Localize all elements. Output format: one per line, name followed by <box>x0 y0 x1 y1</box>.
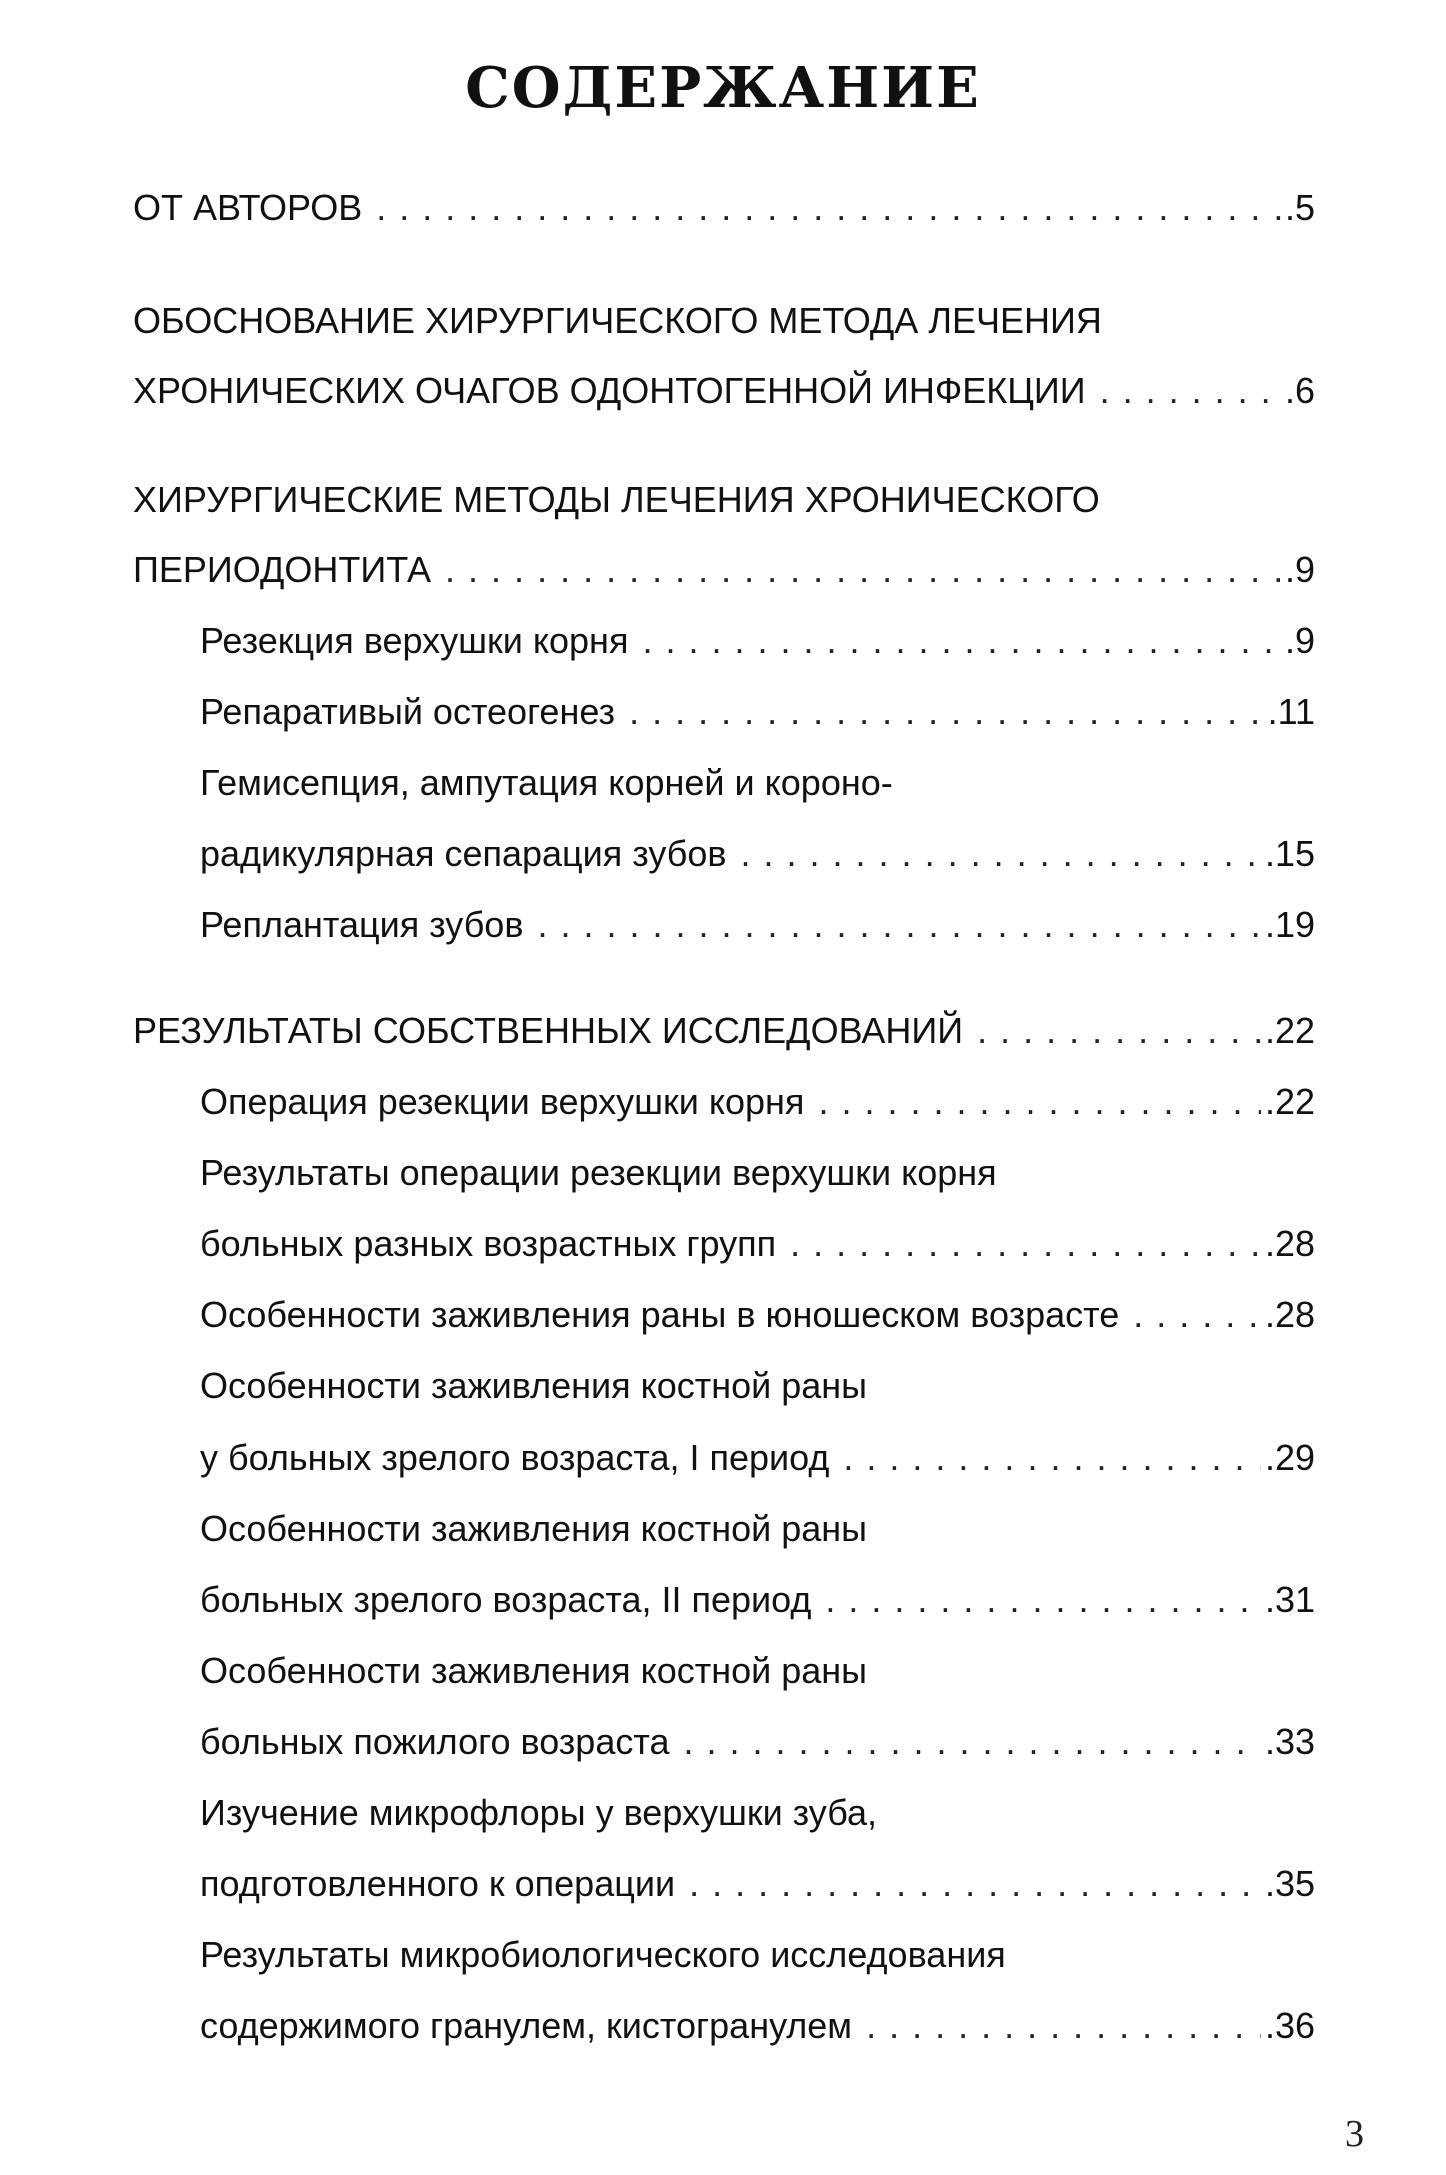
toc-entry[interactable] <box>133 180 1315 230</box>
toc-entry-title: РЕЗУЛЬТАТЫ СОБСТВЕННЫХ ИССЛЕДОВАНИЙ <box>133 1010 964 1051</box>
toc-page-number: .35 <box>1264 1863 1315 1904</box>
toc-subentry[interactable] <box>200 897 1315 947</box>
toc-subentry <box>200 1501 1315 1551</box>
toc-entry-title: Особенности заживления костной раны <box>200 1508 868 1549</box>
dot-leader <box>825 1578 1261 1622</box>
toc-entry[interactable] <box>133 363 1315 413</box>
toc-subentry[interactable] <box>200 1430 1315 1480</box>
toc-entry-title: ОТ АВТОРОВ <box>133 187 363 228</box>
toc-entry-title: Результаты операции резекции верхушки корня <box>200 1152 997 1193</box>
toc-subentry[interactable] <box>200 1714 1315 1764</box>
dot-leader <box>689 1862 1261 1906</box>
dot-leader <box>1133 1293 1261 1337</box>
toc-entry-title: больных пожилого возраста <box>200 1721 670 1762</box>
toc-page-number: .5 <box>1284 187 1315 228</box>
toc-subentry[interactable] <box>200 1287 1315 1337</box>
toc-subentry <box>200 755 1315 805</box>
toc-entry-title: ХИРУРГИЧЕСКИЕ МЕТОДЫ ЛЕЧЕНИЯ ХРОНИЧЕСКОГО <box>133 479 1100 520</box>
toc-page-number: .28 <box>1264 1223 1315 1264</box>
dot-leader <box>537 903 1260 947</box>
toc-entry-title: Операция резекции верхушки корня <box>200 1081 805 1122</box>
toc-entry[interactable] <box>133 542 1315 592</box>
toc-subentry <box>200 1145 1315 1195</box>
toc-page-number: .31 <box>1264 1579 1315 1620</box>
dot-leader <box>683 1720 1260 1764</box>
toc-entry-title: радикулярная сепарация зубов <box>200 833 727 874</box>
toc-page-number: .9 <box>1284 549 1315 590</box>
toc-entry-title: ОБОСНОВАНИЕ ХИРУРГИЧЕСКОГО МЕТОДА ЛЕЧЕНИЯ <box>133 300 1102 341</box>
dot-leader <box>741 832 1261 876</box>
dot-leader <box>818 1080 1261 1124</box>
toc-entry-title: больных разных возрастных групп <box>200 1223 777 1264</box>
toc-page-number: .15 <box>1264 833 1315 874</box>
toc-entry-title: Гемисепция, ампутация корней и короно- <box>200 762 893 803</box>
toc-page-number: .11 <box>1267 691 1315 732</box>
toc-subentry <box>200 1785 1315 1835</box>
toc-page-number: .36 <box>1264 2005 1315 2046</box>
dot-leader <box>376 186 1281 230</box>
toc-subentry[interactable] <box>200 826 1315 876</box>
toc-page-number: .22 <box>1264 1081 1315 1122</box>
dot-leader <box>790 1222 1261 1266</box>
toc-entry-title: Репаративый остеогенез <box>200 691 616 732</box>
toc-subentry[interactable] <box>200 1856 1315 1906</box>
toc-page-number: .19 <box>1264 904 1315 945</box>
toc-subentry[interactable] <box>200 1216 1315 1266</box>
toc-entry-title: ПЕРИОДОНТИТА <box>133 549 432 590</box>
toc-entry <box>133 293 1315 343</box>
toc-entry-title: Изучение микрофлоры у верхушки зуба, <box>200 1792 878 1833</box>
toc-subentry <box>200 1643 1315 1693</box>
dot-leader <box>1100 369 1281 413</box>
dot-leader <box>977 1009 1261 1053</box>
dot-leader <box>629 690 1264 734</box>
toc-entry-title: Результаты микробиологического исследования <box>200 1934 1006 1975</box>
toc-entry-title: Особенности заживления костной раны <box>200 1650 868 1691</box>
toc-subentry[interactable] <box>200 613 1315 663</box>
page-title: СОДЕРЖАНИЕ <box>465 55 981 121</box>
folio-page-number: 3 <box>1345 2113 1364 2155</box>
toc-entry-title: Резекция верхушки корня <box>200 620 629 661</box>
toc-page-number: .22 <box>1264 1010 1315 1051</box>
dot-leader <box>843 1436 1261 1480</box>
dot-leader <box>445 548 1281 592</box>
toc-entry-title: у больных зрелого возраста, I период <box>200 1437 830 1478</box>
toc-page-number: .28 <box>1264 1294 1315 1335</box>
toc-subentry <box>200 1358 1315 1408</box>
toc-page-number: .6 <box>1284 370 1315 411</box>
dot-leader <box>642 619 1281 663</box>
toc-subentry[interactable] <box>200 684 1315 734</box>
toc-entry[interactable] <box>133 1003 1315 1053</box>
toc-page-number: .9 <box>1284 620 1315 661</box>
toc-entry-title: Реплантация зубов <box>200 904 524 945</box>
toc-subentry[interactable] <box>200 1572 1315 1622</box>
toc-entry-title: подготовленного к операции <box>200 1863 676 1904</box>
toc-page-number: .33 <box>1264 1721 1315 1762</box>
toc-entry-title: Особенности заживления костной раны <box>200 1365 868 1406</box>
toc-entry-title: больных зрелого возраста, II период <box>200 1579 812 1620</box>
toc-entry <box>133 472 1315 522</box>
dot-leader <box>866 2004 1261 2048</box>
toc-subentry[interactable] <box>200 1074 1315 1124</box>
toc-entry-title: Особенности заживления раны в юношеском возрасте <box>200 1294 1120 1335</box>
toc-entry-title: ХРОНИЧЕСКИХ ОЧАГОВ ОДОНТОГЕННОЙ ИНФЕКЦИИ <box>133 370 1086 411</box>
toc-subentry <box>200 1927 1315 1977</box>
toc-entry-title: содержимого гранулем, кистогранулем <box>200 2005 853 2046</box>
toc-subentry[interactable] <box>200 1998 1315 2048</box>
toc-page-number: .29 <box>1264 1437 1315 1478</box>
